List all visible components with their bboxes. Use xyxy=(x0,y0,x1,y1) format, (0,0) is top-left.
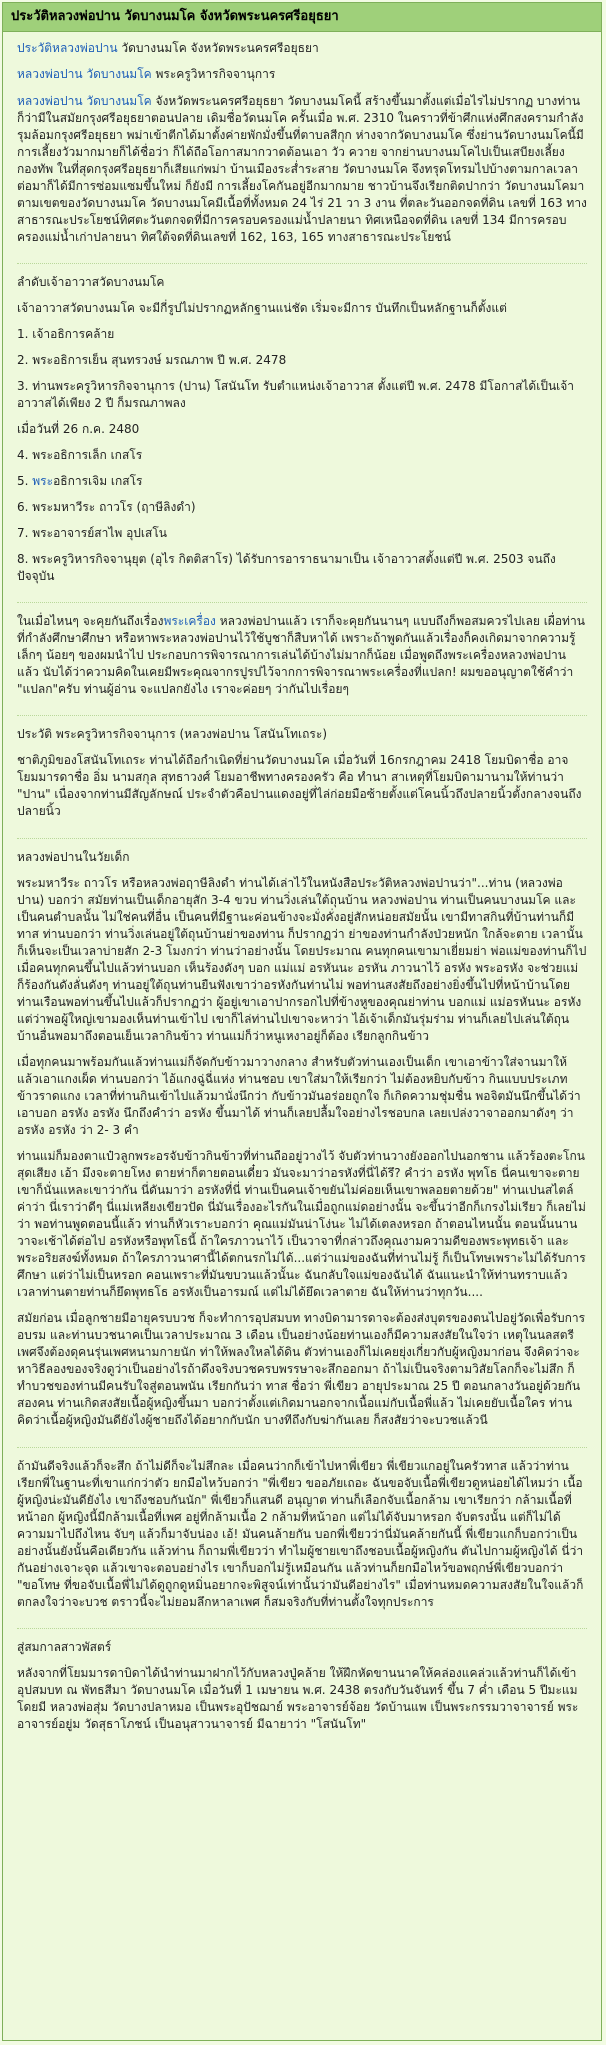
abbot-item-6: 6. พระมหาวีระ ถาวโร (ฤาษีลิงดำ) xyxy=(17,500,196,515)
intro-line-2: หลวงพ่อปาน วัดบางนมโค พระครูวิหารกิจจานุการ xyxy=(17,67,276,82)
abbot-item-2: 2. พระอธิการเย็น สุนทรวงษ์ มรณภาพ ปี พ.ศ. 2478 xyxy=(17,352,287,367)
ordination-section xyxy=(17,1639,587,1750)
childhood-heading: หลวงพ่อปานในวัยเด็ก xyxy=(17,849,130,864)
abbots-heading: ลำดับเจ้าอาวาสวัดบางนมโค xyxy=(17,274,165,289)
amulet-notice-section xyxy=(17,613,587,716)
ordination-paragraph: หลังจากที่โยมมารดาบิดาได้นำท่านมาฝากไว้กับหลวงปู่คล้าย ให้ฝึกหัดขานนาคให้คล่องแคล่วแล้วท่านก็ได้เข้าอุปสมบท ณ พัทธสีมา วัดบางนมโค เมื่อวันที่ 1 เมษายน พ.ศ. 2438 ตรงกับวันจันทร์ ขึ้น 7 ค่ำ เดือน 5 ปีมะแม โดยมี หลวงพ่อสุ่ม วัดบางปลาหมอ เป็นพระอุปัชฌาย์ พระอาจารย์จ้อย วัดบ้านแพ เป็นพระกรรมวาจาจารย์ พระอาจารย์อยู่ม วัดสุธาโภชน์ เป็นอนุสาวนาจารย์ มีฉายาว่า "โสนันโท" xyxy=(17,1665,579,1731)
abbot-item-5: 5. พระอธิการเจิม เกสโร xyxy=(17,474,143,489)
reflection-paragraph: ถ้ามันดีจริงแล้วก็จะสึก ถ้าไม่ดีก็จะไม่สึกละ เมื่อคนว่ากก็เข้าไปหาพี่เขียว พี่เขียวแกอยู่ในครัวทาส แล้วว่าท่านเรียกพี่ในฐานะที่เขาแก่กว่าตัว ยกมือไหว้บอกว่า "พี่เขียว ขออภัยเถอะ ฉันขอจับเนื้อพี่เขียวดูหน่อยได้ไหมว่า เนื้อผู้หญิงน่ะมันดียังไง เขาถึงชอบกันนัก" พี่เขียวก็แสนดี อนุญาต ท่านก็เลือกจับเนื้อกล้าม เขาเรียกว่า กล้ามเนื้อที่หน้าอก ผู้หญิงนี้มีกล้ามเนื้อที่เพศ อยู่ที่กล้ามเนื้อ 2 กล้ามที่หน้าอก แต่ไม่ได้จับมาหรอก จับตรงนั้น แต่ก็ไม่ได้ความมาไปถึงไหน จับๆ แล้วก็มาจับน่อง เอ้! มันคนล้ายกัน บอกพี่เขียวว่านี่มันคล้ายกันนี้ พี่เขียวแกก็บอกว่าเป็นอย่างนั้นยังนั้นคือเดียวกัน แล้วท่าน ก็ถามพี่เขียวว่า ทำไมผู้ชายเขาถึงชอบเนื้อผู้หญิงกัน ตันไปกามผู้หญิงได้ นี่ว่ากันอย่างเจาะจุด แล้วเขาจะตอบอย่างไร เขาก็บอกไม่รู้เหมือนกัน แล้วท่านก็ยกมือไหว้ขอพฤกษ์พี่เขียวบอกว่า "ขอโทษ ที่ขอจับเนื้อพี่ไม่ได้ดูถูกดูหมิ่นอยากจะพิสูจน์เท่านั้นว่ามันดีอย่างไร" เมื่อท่านหมดความสงสัยในใจแล้วก็ตกลงใจว่าจะบวช ตราวนี้จะไม่ยอมลึกหาลาเพศ ก็สมจริงกับที่ท่านตั้งใจทุกประการ xyxy=(17,1458,584,1609)
phra-link[interactable]: พระ xyxy=(32,474,54,489)
intro-section xyxy=(17,40,587,263)
childhood-paragraph-3: ท่านแม่ก็มองตาแป๋วลูกพระอรจับข้าวกินข้าวที่ท่านถืออยู่วางไว้ จับตัวท่านวางยังออกไปนอกชาน แล้วร้องตะโกนสุดเสียง เอ้า มึงจะตายโหง ตายห่าก็ตายตอนเดี๋ยว มันจะมาว่าอรหังที่นี่ได้รึ? คำว่า อรหัง พุทโธ นี่คนเขาจะตายเขาก็นั่นแหละเขาว่ากัน นี่ดันมาว่า อรหังที่นี่ ท่านเป็นคนเจ้าขยันไม่ค่อยเห็นเขาพลอยตายด้วย" ท่านเปนสไตล์ค่าว่า นี่เราว่าดีๆ นี่แม่เหลียงเขียวปัด นี่มันเรื่องอะไรกันในเมื่อถูกแม่ดอย่างนั้น จะขึ้นว่าอีกก็เกรงไม่เรียว ก็เลยไม่ว่า พอท่านพูดตอนนี้แล้ว ท่านก็หัวเราะบอกว่า คุณแม่มันน่าโง่นะ ไม่ได้เตลงหรอก ถ้าตอนไหนนั้น ตอนนั้นนานวาจะเช้าได้ต่อไป อรหังหรือพุทโธนี้ ถ้าใครภาวนาไว้ เป็นวาจาที่กล่าวถึงคุณงามความดีของพระพุทธเจ้า และพระอริยสงฆ์ทั้งหมด ถ้าใครภาวนาศานี้ได้ตกนรกไม่ได้...แต่ว่าแม่ของฉันที่ท่านไม่รู้ ก็เป็นโทษเพราะไม่ได้รับการศึกษา แต่ว่าไม่เป็นหรอก คอนเพราะที่มันขบวนแล้วนั้นะ ฉันกลับใจแม่ของฉันได้ ฉันแนะนำให้ท่านทราบแล้ว เวลาท่านตายท่านก็ยึดพุทธโธ อรหังเป็นอารมณ์ แต่ไม่ได้ยึดเวลาตาย ฉันให้ท่านว่าทุกวัน.... xyxy=(17,1149,586,1300)
childhood-paragraph-2: เมื่อทุกคนมาพร้อมกันแล้วท่านแม่ก็จัดกับข้าวมาวางกลาง สำหรับตัวท่านเองเป็นเด็ก เขาเอาข้าวใส่จานมาให้แล้วเอาแกงเผ็ด ท่านบอกว่า ไอ้แกงฉู่ฉี่แห่ง ท่านชอบ เขาใส่มาให้เรียกว่า ไม่ต้องหยิบกับข้าว กินแบบประเภทข้าวราดแกง เวลาที่ท่านกินเข้าไปแล้วมานั่งนึกว่า กับข้าวมันอร่อยถูกใจ ก็เกิดความชุ่มชื่น พอจิตมันนึกขึ้นได้ว่าเอาบอก อรหัง อรหัง นึกถึงคำว่า อรหัง ขึ้นมาได้ ท่านก็เลยปลื้มใจอย่างไรชอบกล เลยเปล่งวาจาออกมาดังๆ ว่า อรหัง อรหัง ว่า 2- 3 คำ xyxy=(17,1054,581,1137)
biography-section xyxy=(17,726,587,838)
childhood-paragraph-4: สมัยก่อน เมื่อลูกชายมีอายุครบบวช ก็จะทำการอุปสมบท ทางบิดามารดาจะต้องส่งบุตรของตนไปอยู่วัดเพื่อรับการอบรม และท่านบวชนาคเป็นเวลาประมาณ 3 เดือน เป็นอย่างน้อยท่านเองก็มีความสงสัยในใจว่า เหตุในนลสตรีเพศจึงต้องดุคนรุ่นเพศหนามกายนัก ท่าให้พลงใหลได้ดิน ตัวท่านเองก็ไม่เคยยุ่งเกี่ยวกับผู้หญิงมาก่อน จึงคิดว่าจะหาวิธีลองของจริงดูว่าเป็นอย่างไรถ้าดึงจริงบวชครบพรรษาจะสึกออกมา ถ้าไม่เป็นจริงตามวิสัยโลกก็จะไม่สึก ก็ทำบวชของท่านมีคนรับใจสู่ตอนพนัน เรียกกันว่า ทาส ชื่อว่า พี่เขียว อายุประมาณ 25 ปี ตอนกลางวันอยู่ด้วยกันสองคน ท่านเกิดสงสัยเนื้อผู้หญิงขึ้นมา บอกว่าตั้งแต่เกิดมานอกจากเนื้อแม่กับเนื้อพี่แล้ว ไม่เคยยับเนื้อใคร ท่านคิดว่าเนื้อผู้หญิงมันดียังไงผู้ชายถึงได้อยากกับนัก บางทีถึงกับฆ่ากันเลย ก็สงสัยว่าจะบวชแล้วนี xyxy=(17,1311,586,1428)
article-panel xyxy=(2,2,602,2041)
childhood-section xyxy=(17,849,587,1448)
abbot-item-8: 8. พระครูวิหารกิจจานุยุต (อุไร กิตติสาโร) ได้รับการอาราธนามาเป็น เจ้าอาวาสตั้งแต่ปี พ.ศ. 2503 จนถึงปัจจุบัน xyxy=(17,552,556,584)
luang-pho-pan-link[interactable]: หลวงพ่อปาน วัดบางนมโค xyxy=(17,67,152,82)
intro-line-1: ประวัติหลวงพ่อปาน วัดบางนมโค จังหวัดพระนครศรีอยุธยา xyxy=(17,41,319,56)
intro-paragraph: หลวงพ่อปาน วัดบางนมโค จังหวัดพระนครศรีอยุธยา วัดบางนมโคนี้ สร้างขึ้นมาตั้งแต่เมื่อไรไม่ปรากฏ บางท่านก็ว่ามีในสมัยกรุงศรีอยุธยาตอนปลาย เดิมชื่อวัดนมโค ครั้นเมื่อ พ.ศ. 2310 ในคราวที่ข้าศึกแห่งศึกสงครามกำลังรุมล้อมกรุงศรีอยุธยา พม่าเข้าตีกได้มาตั้งค่ายพักมั่งขึ้นที่ตาบลสีกุก ห่างจากวัดบางนมโค ซึ่งย่านวัดบางนมโคนี้มีการเลี้ยงวัวมากมายก็ได้ชื่อว่า ก็ได้ถือโอกาสมากวาดต้อนเอา วัว ควาย จากย่านบางนมโคไปเป็นเสบียงเลี้ยงกองทัพ ในที่สุดกรุงศรีอยุธยาก็เสียแก่พม่า บ้านเมืองระส่ำระสาย วัดบางนมโค จึงทรุดโทรมไปบ้างตามกาลเวลา ต่อมาก็ได้มีการซ่อมแซมขึ้นใหม่ ก็ยังมี การเลี้ยงโคกันอยู่อีกมากมาย ชาวบ้านจึงเรียกติดปากว่า วัดบางนมโคมาตามเขตของวัดบางนมโค วัดบางนมโคมีเนื้อที่ทั้งหมด 24 ไร่ 21 วา 3 งาน ที่ตละวันออกจดที่ดิน เลขที่ 163 ทางสาธารณะประโยชน์ทิศตะวันตกจดที่มีการครอบครองแม่น้ำปลายนา ทิศเหนือจดที่ดิน เลขที่ 134 มีการครอบครองแม่น้ำเก่าปลายนา ทิศใต้จดที่ดินเลขที่ 162, 163, 165 ทางสาธารณะประโยชน์ xyxy=(17,93,587,244)
abbot-item-1: 1. เจ้าอธิการคล้าย xyxy=(17,326,115,341)
biography-heading: ประวัติ พระครูวิหารกิจจานุการ (หลวงพ่อปาน โสนันโทเถระ) xyxy=(17,727,327,742)
article-content xyxy=(3,32,601,1750)
abbots-section xyxy=(17,274,587,603)
luang-pho-pan-link-2[interactable]: หลวงพ่อปาน วัดบางนมโค xyxy=(17,93,152,108)
amulet-link[interactable]: พระเครื่อง xyxy=(163,614,216,629)
abbot-item-7: 7. พระอาจารย์สาไพ อุปเสโน xyxy=(17,526,167,541)
abbot-item-3: 3. ท่านพระครูวิหารกิจจานุการ (ปาน) โสนันโท รับตำแหน่งเจ้าอาวาส ตั้งแต่ปี พ.ศ. 2478 มีโอกาสได้เป็นเจ้าอาวาสได้เพียง 2 ปี ก็มรณภาพลง xyxy=(17,378,575,410)
abbot-item-4: 4. พระอธิการเล็ก เกสโร xyxy=(17,448,143,463)
abbots-intro: เจ้าอาวาสวัดบางนมโค จะมีกี่รูปไม่ปรากฏหลักฐานแน่ชัด เริ่มจะมีการ บันทึกเป็นหลักฐานก็ตั้งแต่ xyxy=(17,300,507,315)
reflection-section xyxy=(17,1458,587,1629)
childhood-paragraph-1: พระมหาวีระ ถาวโร หรือหลวงพ่อฤาษีลิงดำ ท่านได้เล่าไว้ในหนังสือประวัติหลวงพ่อปานว่า"...ท่าน (หลวงพ่อปาน) บอกว่า สมัยท่านเป็นเด็กอายุสัก 3-4 ขวบ ท่านวิ่งเล่นใต้ถุนบ้าน หลวงพ่อปาน ท่านเป็นคนบางนมโค และเป็นคนตำบลนั้น ไม่ใช่คนที่อื่น เป็นคนที่มีฐานะค่อนข้างจะมั่งคั่งอยู่สักหน่อยสมัยนั้น เขามีทาสกินที่บ้านท่านก็มีทาส ท่านบอกว่า ท่านวิ่งเล่นอยู่ใต้ถุนบ้านย่าของท่าน ก็ปรากฏว่า ย่าของท่านกำลังป่วยหนัก ใกล้จะตาย เวลานั้นก็เห็นจะเป็นเวลาบ่ายสัก 2-3 โมงกว่า ท่านว่าอย่างนั้น โดยประมาณ คนทุกคนเขามาเยี่ยมย่า พ่อแม่ของท่านก็ไป เมื่อคนทุกคนขึ้นไปแล้วท่านบอก เห็นร้องดังๆ บอก แม่แม่ อรหันนะ อรหัน ภาวนาไว้ อรหัง พระอรหัง จะช่วยแม่ ก็ร้องกันดังลั่นดังๆ ท่านอยู่ใต้ถุนท่านยืนฟังเขาว่าอรหังกันท่านไม่ พอท่านสงสัยถึงอย่างยิ่งขึ้นไปที่หน้าบ้านโดยท่านเรือนพอท่านขึ้นไปแล้วก็ปรากฏว่า ผู้อยู่เขาเอาปากรอกไปที่ข้างหูของคุณย่าท่าน บอกแม่ แม่อรหันนะ อรหัง แต่ว่าพอผู้ใหญ่เขามองเห็นท่านเข้าไป เขาก็ไล่ท่านไปเขาจะหาว่า ไอ้เจ้าเด็กมันรุ่มร่าม ท่านก็เลยไปเล่นใต้ถุนบ้านอื่นพอมาถึงตอนเย็นเวลากินข้าว ท่านแม่ก็ว่าหนูเหงาอยู่ก็ต้อง เรียกลูกกินข้าว xyxy=(17,875,587,1043)
biography-paragraph: ชาติภูมิของโสนันโทเถระ ท่านได้ถือกำเนิดที่ย่านวัดบางนมโค เมื่อวันที่ 16กรกฎาคม 2418 โยมบิดาชื่อ อาจ โยมมารดาชื่อ อิ่ม นามสกุล สุทธาวงศ์ โยมอาชีพทางครองครัว คือ ทำนา สาเหตุที่โยมบิดามานามให้ท่านว่า "ปาน" เนื่องจากท่านมีสัญลักษณ์ ประจำตัวคือปานแดงอยู่ที่ไล่ก่อยมือซ้ายตั้งแต่โคนนิ้วถึงปลายนิ้วตั้งกลางจนถึงปลายนิ้ว xyxy=(17,753,582,819)
ordination-heading: สู่สมกาลสาวพัสตร์ xyxy=(17,1639,112,1654)
history-link[interactable]: ประวัติหลวงพ่อปาน xyxy=(17,41,118,56)
amulet-notice: ในเมื่อไหนๆ จะคุยกันถึงเรื่องพระเครื่อง หลวงพ่อปานแล้ว เราก็จะคุยกันนานๆ แบบถึงก็พอสมควรไปเลย เผื่อท่านที่กำลังศึกษาศึกษา หรือหาพระหลวงพ่อปานไว้ใช้บูชาก็สืบหาได้ เพราะถ้าพูดกันแล้วเรื่องก็คงเกิดมาจากความรู้เล็กๆ น้อยๆ ของผมนำไป ประกอบการพิจารณาการเล่นได้บ้างไม่มากก็น้อย เมื่อพูดถึงพระเครื่องหลวงพ่อปานแล้ว นับได้ว่าความคิดในเคยมีพระคุณจากรปูรปไว้จากการพิจารณาพระเครื่องที่แปลก! ผมขออนุญาตใช้คำว่า "แปลก"ครับ ท่านผู้อ่าน จะแปลกยังไง เราจะค่อยๆ ว่ากันไปเรื่อยๆ xyxy=(17,614,585,697)
abbot-date: เมื่อวันที่ 26 ก.ค. 2480 xyxy=(17,421,140,436)
page-title: ประวัติหลวงพ่อปาน วัดบางนมโค จังหวัดพระนครศรีอยุธยา xyxy=(3,3,601,32)
